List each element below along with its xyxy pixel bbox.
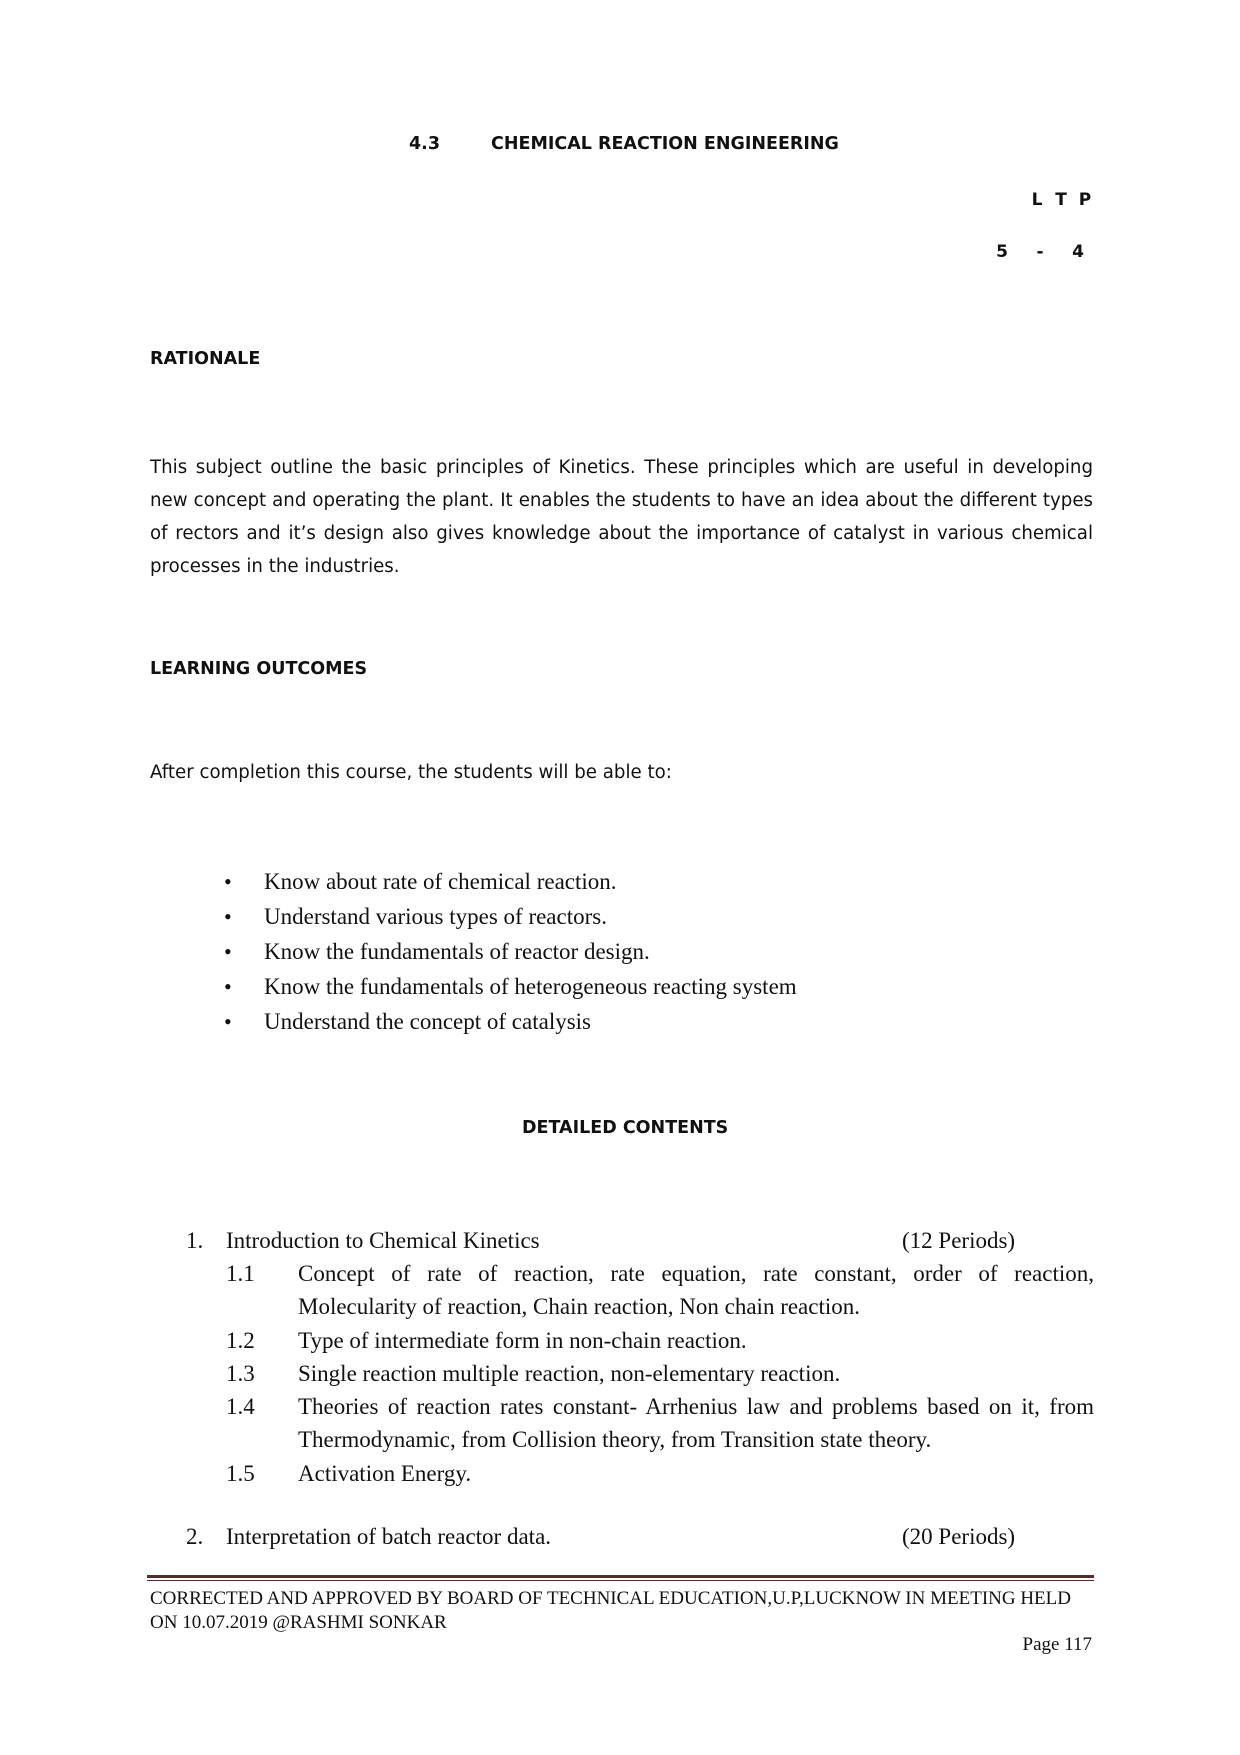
ltp-label-p: P — [1078, 190, 1092, 210]
subtopic-text: Concept of rate of reaction, rate equation, rate constant, order of reaction, Molecularity of reaction, Chain reaction, Non chain reaction. — [298, 1261, 1094, 1319]
detailed-contents-title: DETAILED CONTENTS — [522, 1118, 729, 1138]
footer-approval-note: CORRECTED AND APPROVED BY BOARD OF TECHNICAL EDUCATION,U.P,LUCKNOW IN MEETING HELD ON 10.07.2019 @RASHMI SONKAR — [150, 1588, 1071, 1633]
ltp-value-t: - — [1036, 242, 1044, 262]
list-item: • Know about rate of chemical reaction. — [224, 864, 797, 899]
subtopic-text: Single reaction multiple reaction, non-elementary reaction. — [298, 1361, 841, 1386]
rationale-paragraph: This subject outline the basic principles of Kinetics. These principles which are useful in developing new concept and operating the plant. It enables the students to have an idea about the different types of rectors and it’s design also gives knowledge about the importance of catalyst in various chemical processes in the industries. — [150, 457, 1093, 577]
chapter-number: 1. — [186, 1228, 204, 1253]
ltp-label-t: T — [1055, 190, 1067, 210]
subtopic-number: 1.1 — [226, 1261, 255, 1286]
chapter-number: 2. — [186, 1524, 204, 1549]
chapter-title: Interpretation of batch reactor data. — [226, 1524, 552, 1549]
subtopic-text: Activation Energy. — [298, 1461, 472, 1486]
chapter-periods: (12 Periods) — [902, 1228, 1016, 1253]
page-number: Page 117 — [1022, 1634, 1092, 1655]
footer-divider-thin — [147, 1580, 1094, 1581]
ltp-values — [983, 242, 1097, 262]
chapter-title: Introduction to Chemical Kinetics — [226, 1228, 540, 1253]
list-item: • Know the fundamentals of reactor design. — [224, 934, 797, 969]
chapter-periods: (20 Periods) — [902, 1524, 1016, 1549]
list-item: • Understand various types of reactors. — [224, 899, 797, 934]
section-title: CHEMICAL REACTION ENGINEERING — [491, 134, 839, 154]
ltp-value-p: 4 — [1072, 242, 1084, 262]
ltp-value-l: 5 — [996, 242, 1008, 262]
footer-divider — [147, 1575, 1094, 1578]
list-item: • Know the fundamentals of heterogeneous reacting system — [224, 969, 797, 1004]
subtopic-number: 1.3 — [226, 1361, 255, 1386]
subtopic-text: Theories of reaction rates constant- Arrhenius law and problems based on it, from Thermodynamic, from Collision theory, from Transition state theory. — [298, 1394, 1094, 1452]
ltp-label-l: L — [1031, 190, 1043, 210]
section-number: 4.3 — [409, 134, 441, 154]
learning-outcomes-intro: After completion this course, the students will be able to: — [150, 762, 672, 783]
subtopic-text: Type of intermediate form in non-chain reaction. — [298, 1328, 747, 1353]
learning-outcomes-title: LEARNING OUTCOMES — [150, 659, 368, 679]
list-item: • Understand the concept of catalysis — [224, 1004, 797, 1039]
section-heading — [409, 134, 839, 154]
learning-outcomes-list — [224, 864, 797, 1039]
ltp-labels — [1025, 190, 1097, 210]
subtopic-number: 1.5 — [226, 1461, 255, 1486]
subtopic-number: 1.4 — [226, 1394, 255, 1419]
subtopic-number: 1.2 — [226, 1328, 255, 1353]
rationale-title: RATIONALE — [150, 349, 261, 369]
